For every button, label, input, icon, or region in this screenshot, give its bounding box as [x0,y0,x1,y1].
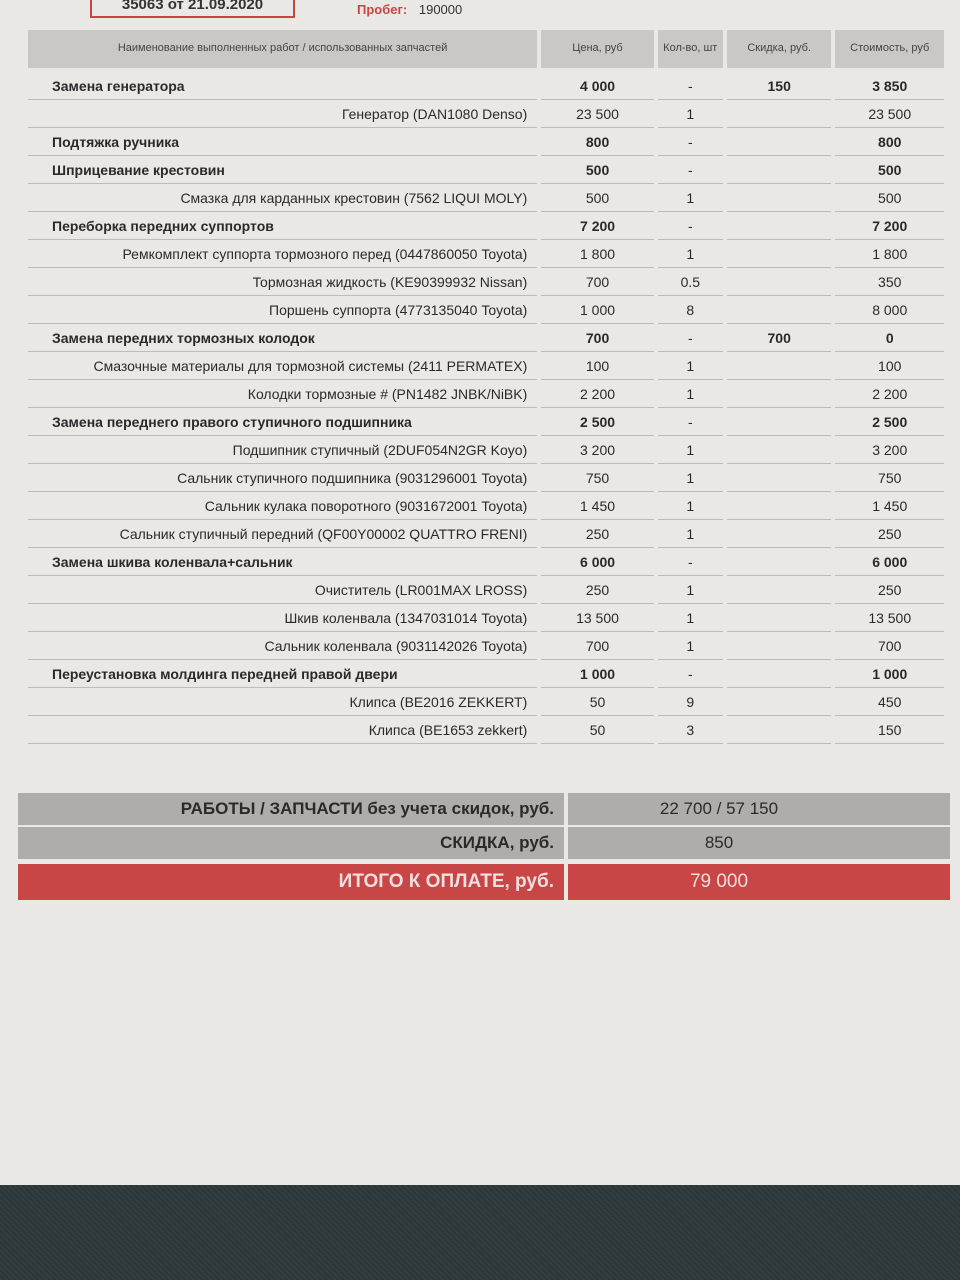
summary-total [18,864,950,900]
row-name: Замена шкива коленвала+сальник [28,548,537,576]
row-qty: 9 [658,688,723,716]
service-row [28,128,948,156]
mileage [357,2,462,17]
row-qty: - [658,324,723,352]
row-total: 1 000 [835,660,944,688]
summary-works-parts [18,793,950,825]
row-name: Сальник ступичного подшипника (9031296001 Toyota) [28,464,537,492]
part-row [28,184,948,212]
row-total: 8 000 [835,296,944,324]
row-discount [727,660,832,688]
row-total: 2 200 [835,380,944,408]
service-row [28,156,948,184]
part-row [28,296,948,324]
row-name: Генератор (DAN1080 Denso) [28,100,537,128]
row-name: Клипса (BE1653 zekkert) [28,716,537,744]
part-row [28,604,948,632]
row-discount: 150 [727,72,832,100]
total-label: ИТОГО К ОПЛАТЕ, руб. [18,864,564,900]
row-discount [727,576,832,604]
row-name: Клипса (BE2016 ZEKKERT) [28,688,537,716]
row-discount [727,184,832,212]
works-table [28,30,948,744]
service-row [28,212,948,240]
row-total: 500 [835,156,944,184]
row-name: Подтяжка ручника [28,128,537,156]
row-qty: 1 [658,576,723,604]
row-price: 250 [541,520,653,548]
col-header-total: Стоимость, руб [835,30,944,68]
row-discount [727,492,832,520]
row-total: 0 [835,324,944,352]
part-row [28,240,948,268]
row-price: 1 800 [541,240,653,268]
row-discount [727,296,832,324]
row-qty: 1 [658,492,723,520]
col-header-discount: Скидка, руб. [727,30,832,68]
row-qty: - [658,212,723,240]
row-total: 3 200 [835,436,944,464]
row-price: 3 200 [541,436,653,464]
row-qty: 1 [658,464,723,492]
col-header-price: Цена, руб [541,30,654,68]
row-price: 1 000 [541,296,653,324]
row-discount [727,520,832,548]
summary-discount [18,827,950,859]
row-price: 700 [541,268,653,296]
row-name: Подшипник ступичный (2DUF054N2GR Koyo) [28,436,537,464]
row-price: 750 [541,464,653,492]
row-price: 4 000 [541,72,653,100]
row-price: 250 [541,576,653,604]
row-qty: 1 [658,184,723,212]
row-qty: - [658,660,723,688]
part-row [28,688,948,716]
row-price: 100 [541,352,653,380]
row-price: 2 200 [541,380,653,408]
row-total: 7 200 [835,212,944,240]
row-price: 7 200 [541,212,653,240]
row-name: Замена переднего правого ступичного подшипника [28,408,537,436]
service-row [28,324,948,352]
row-qty: 3 [658,716,723,744]
row-price: 1 000 [541,660,653,688]
row-name: Сальник кулака поворотного (9031672001 Toyota) [28,492,537,520]
row-total: 500 [835,184,944,212]
row-name: Сальник ступичный передний (QF00Y00002 QUATTRO FRENI) [28,520,537,548]
col-header-qty: Кол-во, шт [658,30,723,68]
row-total: 750 [835,464,944,492]
total-value: 79 000 [568,864,950,900]
row-name: Шкив коленвала (1347031014 Toyota) [28,604,537,632]
row-name: Тормозная жидкость (KE90399932 Nissan) [28,268,537,296]
row-price: 50 [541,716,653,744]
row-discount: 700 [727,324,832,352]
row-discount [727,436,832,464]
background-surface [0,1185,960,1280]
row-discount [727,268,832,296]
row-qty: 1 [658,240,723,268]
part-row [28,380,948,408]
works-parts-value: 22 700 / 57 150 [568,793,950,825]
row-price: 13 500 [541,604,653,632]
row-total: 250 [835,576,944,604]
row-qty: 0.5 [658,268,723,296]
row-total: 3 850 [835,72,944,100]
col-header-name: Наименование выполненных работ / использованных запчастей [28,30,537,68]
row-discount [727,212,832,240]
table-header [28,30,948,68]
row-qty: 1 [658,100,723,128]
row-price: 700 [541,632,653,660]
row-total: 6 000 [835,548,944,576]
row-name: Замена генератора [28,72,537,100]
row-name: Очиститель (LR001MAX LROSS) [28,576,537,604]
part-row [28,632,948,660]
row-total: 800 [835,128,944,156]
row-discount [727,464,832,492]
part-row [28,492,948,520]
row-total: 100 [835,352,944,380]
row-total: 1 450 [835,492,944,520]
row-price: 1 450 [541,492,653,520]
works-parts-label: РАБОТЫ / ЗАПЧАСТИ без учета скидок, руб. [18,793,564,825]
part-row [28,716,948,744]
row-total: 13 500 [835,604,944,632]
row-total: 350 [835,268,944,296]
part-row [28,464,948,492]
row-price: 500 [541,184,653,212]
row-name: Ремкомплект суппорта тормозного перед (0447860050 Toyota) [28,240,537,268]
row-total: 250 [835,520,944,548]
row-name: Сальник коленвала (9031142026 Toyota) [28,632,537,660]
row-qty: 1 [658,352,723,380]
discount-label: СКИДКА, руб. [18,827,564,859]
row-qty: - [658,128,723,156]
row-price: 6 000 [541,548,653,576]
service-row [28,408,948,436]
row-name: Шприцевание крестовин [28,156,537,184]
row-discount [727,688,832,716]
part-row [28,100,948,128]
row-qty: 8 [658,296,723,324]
row-price: 2 500 [541,408,653,436]
row-discount [727,156,832,184]
part-row [28,520,948,548]
row-discount [727,632,832,660]
service-row [28,660,948,688]
row-qty: 1 [658,436,723,464]
table-body [28,72,948,744]
row-discount [727,604,832,632]
row-name: Замена передних тормозных колодок [28,324,537,352]
mileage-label: Пробег: [357,2,408,17]
row-price: 500 [541,156,653,184]
row-discount [727,128,832,156]
row-total: 1 800 [835,240,944,268]
row-discount [727,380,832,408]
row-price: 800 [541,128,653,156]
row-name: Смазочные материалы для тормозной системы (2411 PERMATEX) [28,352,537,380]
row-qty: - [658,548,723,576]
row-qty: 1 [658,380,723,408]
row-total: 2 500 [835,408,944,436]
row-qty: 1 [658,520,723,548]
row-qty: - [658,408,723,436]
part-row [28,436,948,464]
row-discount [727,240,832,268]
row-qty: - [658,72,723,100]
part-row [28,268,948,296]
row-name: Переустановка молдинга передней правой двери [28,660,537,688]
row-price: 50 [541,688,653,716]
row-name: Смазка для карданных крестовин (7562 LIQUI MOLY) [28,184,537,212]
row-qty: 1 [658,604,723,632]
row-discount [727,408,832,436]
service-row [28,548,948,576]
order-number: 35063 от 21.09.2020 [90,0,295,18]
service-row [28,72,948,100]
row-total: 450 [835,688,944,716]
row-discount [727,548,832,576]
row-total: 150 [835,716,944,744]
row-price: 700 [541,324,653,352]
row-price: 23 500 [541,100,653,128]
row-total: 700 [835,632,944,660]
part-row [28,352,948,380]
row-qty: 1 [658,632,723,660]
row-name: Поршень суппорта (4773135040 Toyota) [28,296,537,324]
row-discount [727,716,832,744]
row-discount [727,352,832,380]
row-name: Колодки тормозные # (PN1482 JNBK/NiBK) [28,380,537,408]
row-qty: - [658,156,723,184]
discount-value: 850 [568,827,950,859]
row-total: 23 500 [835,100,944,128]
part-row [28,576,948,604]
row-discount [727,100,832,128]
row-name: Переборка передних суппортов [28,212,537,240]
mileage-value: 190000 [418,2,463,17]
